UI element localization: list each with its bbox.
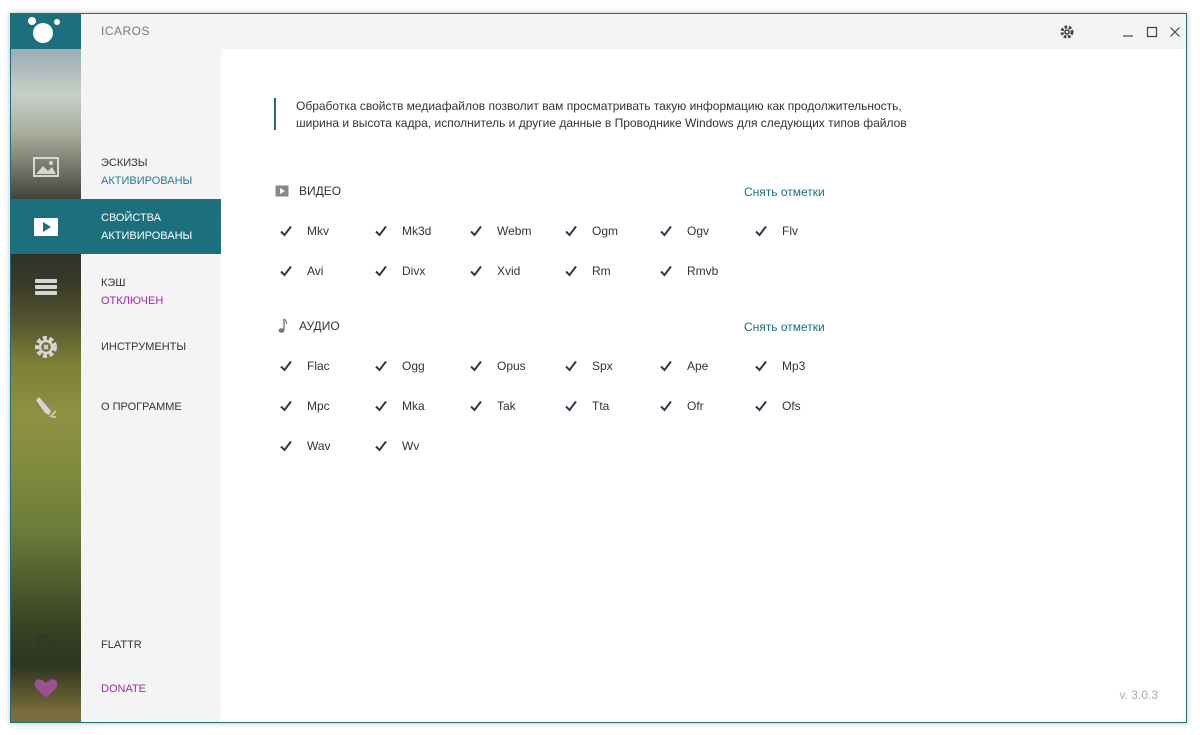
format-label: Ofr xyxy=(687,399,704,413)
checkmark-icon[interactable] xyxy=(659,264,673,278)
checkmark-icon[interactable] xyxy=(279,359,293,373)
format-checkbox[interactable] xyxy=(469,356,526,376)
description xyxy=(274,98,974,130)
format-label: Rmvb xyxy=(687,264,719,278)
format-label: Divx xyxy=(402,264,426,278)
format-checkbox[interactable] xyxy=(374,436,419,456)
app-title: ICAROS xyxy=(101,24,151,38)
checkmark-icon[interactable] xyxy=(754,359,768,373)
section-title: ВИДЕО xyxy=(299,184,342,198)
sidebar-item-tools[interactable] xyxy=(81,319,221,374)
format-label: Tta xyxy=(592,399,610,413)
format-checkbox[interactable] xyxy=(564,221,618,241)
title-bar xyxy=(81,14,1187,49)
sidebar-item-about[interactable] xyxy=(81,379,221,434)
format-checkbox[interactable] xyxy=(564,396,609,416)
format-label: Ofs xyxy=(782,399,801,413)
format-checkbox[interactable] xyxy=(469,396,516,416)
version-label: v. 3.0.3 xyxy=(1119,688,1158,702)
checkmark-icon[interactable] xyxy=(374,264,388,278)
format-label: Ogm xyxy=(592,224,619,238)
checkmark-icon[interactable] xyxy=(564,399,578,413)
video-uncheck-all-link[interactable]: Снять отметки xyxy=(744,185,825,199)
format-label: Mka xyxy=(402,399,425,413)
settings-gear-icon[interactable] xyxy=(1054,14,1080,49)
video-section-header xyxy=(275,181,341,201)
format-checkbox[interactable] xyxy=(374,356,425,376)
format-checkbox[interactable] xyxy=(754,356,805,376)
checkmark-icon[interactable] xyxy=(469,264,483,278)
format-checkbox[interactable] xyxy=(659,356,708,376)
nav-title: СВОЙСТВА xyxy=(101,211,161,224)
format-checkbox[interactable] xyxy=(564,261,611,281)
description-line: ширина и высота кадра, исполнитель и другие данные в Проводнике Windows для следующих типов файлов xyxy=(296,116,907,130)
music-note-icon xyxy=(275,319,289,333)
format-label: Rm xyxy=(592,264,611,278)
checkmark-icon[interactable] xyxy=(754,399,768,413)
format-label: Mk3d xyxy=(402,224,432,238)
heart-icon[interactable] xyxy=(11,660,81,715)
status-label: ОТКЛЮЧЕН xyxy=(101,294,164,307)
format-checkbox[interactable] xyxy=(279,356,330,376)
format-label: Ape xyxy=(687,359,709,373)
checkmark-icon[interactable] xyxy=(279,224,293,238)
status-label: АКТИВИРОВАНЫ xyxy=(101,229,193,242)
nav-title: О ПРОГРАММЕ xyxy=(101,400,182,413)
play-icon[interactable] xyxy=(11,199,81,254)
format-label: Tak xyxy=(497,399,516,413)
sidebar-item-donate[interactable] xyxy=(81,661,221,716)
checkmark-icon[interactable] xyxy=(469,224,483,238)
nav-title: ЭСКИЗЫ xyxy=(101,156,148,169)
video-icon xyxy=(275,184,289,198)
format-checkbox[interactable] xyxy=(279,261,323,281)
status-label: АКТИВИРОВАНЫ xyxy=(101,174,193,187)
pen-icon[interactable] xyxy=(11,379,81,434)
sidebar-item-thumbnails[interactable] xyxy=(81,144,221,199)
checkmark-icon[interactable] xyxy=(754,224,768,238)
minimize-icon[interactable] xyxy=(1115,14,1141,49)
format-label: Opus xyxy=(497,359,526,373)
format-label: Avi xyxy=(307,264,324,278)
format-label: Mpc xyxy=(307,399,330,413)
checkmark-icon[interactable] xyxy=(279,399,293,413)
checkmark-icon[interactable] xyxy=(469,359,483,373)
description-line: Обработка свойств медиафайлов позволит вам просматривать такую информацию как продолжительность, xyxy=(296,99,902,113)
checkmark-icon[interactable] xyxy=(469,399,483,413)
format-label: Mkv xyxy=(307,224,329,238)
app-window xyxy=(10,13,1187,723)
stack-icon[interactable] xyxy=(11,259,81,314)
checkmark-icon[interactable] xyxy=(659,224,673,238)
format-label: Spx xyxy=(592,359,613,373)
format-label: Wv xyxy=(402,439,420,453)
format-checkbox[interactable] xyxy=(659,221,709,241)
format-checkbox[interactable] xyxy=(374,396,425,416)
format-label: Xvid xyxy=(497,264,521,278)
format-checkbox[interactable] xyxy=(469,221,531,241)
checkmark-icon[interactable] xyxy=(374,359,388,373)
format-label: Flv xyxy=(782,224,798,238)
main-content xyxy=(221,49,1187,723)
format-checkbox[interactable] xyxy=(279,221,329,241)
checkmark-icon[interactable] xyxy=(279,264,293,278)
checkmark-icon[interactable] xyxy=(564,359,578,373)
audio-section-header xyxy=(275,316,340,336)
sidebar-item-properties[interactable] xyxy=(81,199,221,254)
format-checkbox[interactable] xyxy=(469,261,520,281)
format-checkbox[interactable] xyxy=(564,356,613,376)
checkmark-icon[interactable] xyxy=(374,399,388,413)
sidebar-nav xyxy=(81,49,221,723)
format-checkbox[interactable] xyxy=(754,396,801,416)
checkmark-icon[interactable] xyxy=(564,224,578,238)
nav-title: FLATTR xyxy=(101,638,142,651)
checkmark-icon[interactable] xyxy=(374,439,388,453)
checkmark-icon[interactable] xyxy=(374,224,388,238)
close-icon[interactable] xyxy=(1162,14,1187,49)
image-icon[interactable] xyxy=(11,139,81,194)
format-checkbox[interactable] xyxy=(754,221,798,241)
format-label: Webm xyxy=(497,224,532,238)
format-label: Ogg xyxy=(402,359,425,373)
format-checkbox[interactable] xyxy=(374,221,431,241)
format-label: Flac xyxy=(307,359,330,373)
checkmark-icon[interactable] xyxy=(279,439,293,453)
checkmark-icon[interactable] xyxy=(659,399,673,413)
nav-title: ИНСТРУМЕНТЫ xyxy=(101,340,187,353)
format-checkbox[interactable] xyxy=(374,261,425,281)
format-checkbox[interactable] xyxy=(659,396,704,416)
nav-title: DONATE xyxy=(101,682,147,695)
nav-title: КЭШ xyxy=(101,276,126,289)
format-label: Wav xyxy=(307,439,331,453)
format-label: Ogv xyxy=(687,224,710,238)
app-logo xyxy=(11,14,81,49)
format-label: Mp3 xyxy=(782,359,806,373)
audio-uncheck-all-link[interactable]: Снять отметки xyxy=(744,320,825,334)
section-title: АУДИО xyxy=(299,319,340,333)
format-checkbox[interactable] xyxy=(279,436,331,456)
gear-icon[interactable] xyxy=(11,319,81,374)
sidebar-item-cache[interactable] xyxy=(81,264,221,319)
format-checkbox[interactable] xyxy=(659,261,718,281)
sidebar-rail xyxy=(11,14,81,723)
format-checkbox[interactable] xyxy=(279,396,330,416)
checkmark-icon[interactable] xyxy=(659,359,673,373)
checkmark-icon[interactable] xyxy=(564,264,578,278)
